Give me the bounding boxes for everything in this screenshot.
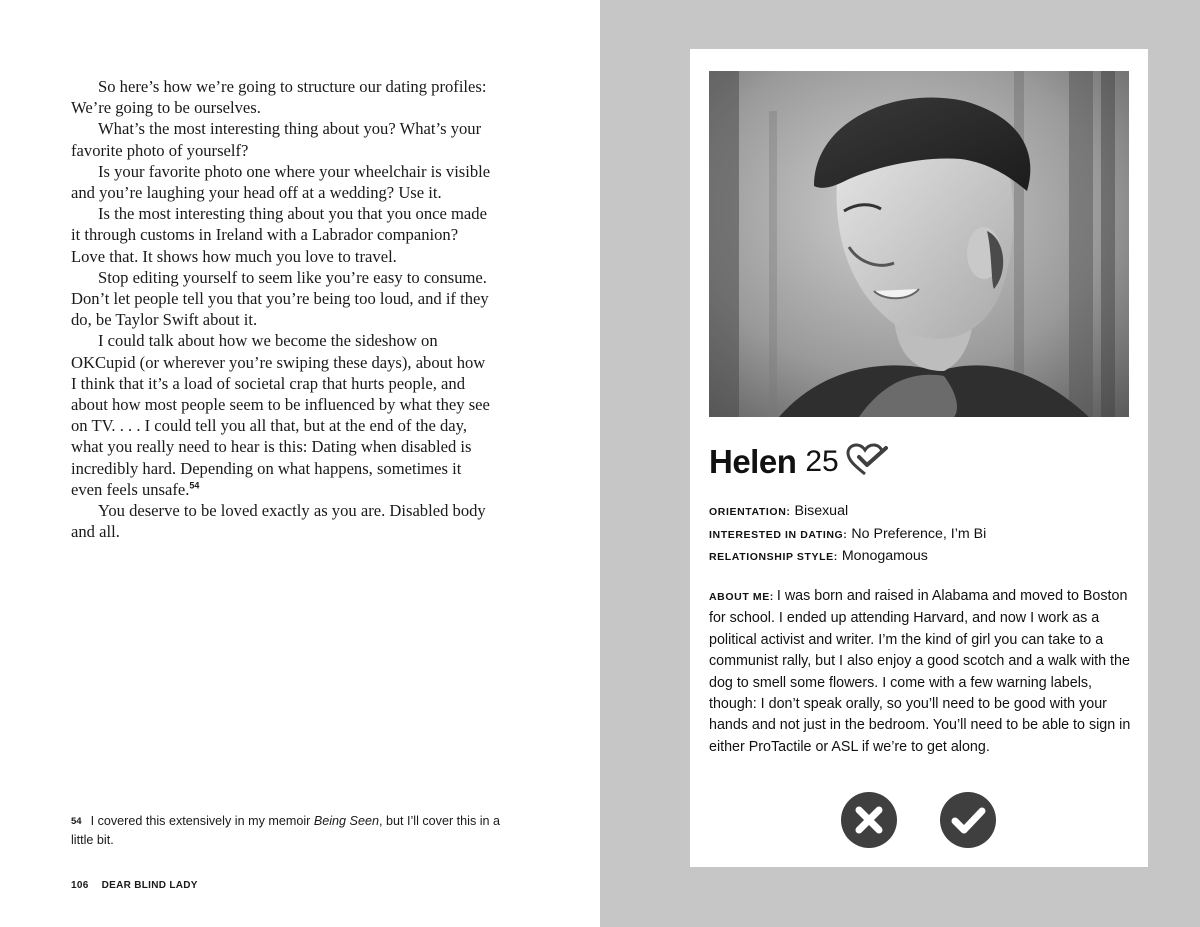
about-label: ABOUT ME: [709,591,774,603]
field-label: ORIENTATION: [709,506,791,518]
field-orientation [709,501,1129,524]
paragraph: Is your favorite photo one where your wheelchair is visible and you’re laughing your head off at a wedding? Use it. [71,161,491,203]
field-relationship-style [709,546,1129,569]
paragraph: What’s the most interesting thing about you? What’s your favorite photo of yourself? [71,119,482,160]
profile-age: 25 [805,445,839,478]
field-interested-in-dating [709,524,1129,547]
folio [71,880,198,891]
profile-fields [709,501,1129,569]
accept-button[interactable] [940,792,996,848]
about-me [709,586,1134,758]
paragraph: I could talk about how we become the sideshow on OKCupid (or wherever you’re swiping these days), about how I think that it’s a load of societal crap that hurts people, and about how most people seem to be influenced by what they see on TV. . . . I could tell you all that, but at the end of the day, what you really need to hear is this: Dating when disabled is incredibly hard. Depending on what happens, sometimes it even feels unsafe.$^{54}$ [71,331,490,499]
check-circle-icon [940,792,996,848]
page-number: 106 [71,880,89,891]
profile-photo [709,71,1129,417]
field-label: RELATIONSHIP STYLE: [709,551,838,563]
footnote-number: 54 [71,816,82,827]
body-text [71,76,491,542]
reject-button[interactable] [841,792,897,848]
footnote: 54 I covered this extensively in my memoir Being Seen, but I’ll cover this in a little bit. [71,814,501,847]
paragraph: You deserve to be loved exactly as you are. Disabled body and all. [71,501,486,542]
field-value: Bisexual [794,503,849,519]
footnote-marker[interactable]: 54 [189,480,200,491]
running-title: DEAR BLIND LADY [101,880,198,891]
field-value: No Preference, I’m Bi [851,525,987,542]
book-title: Being Seen [313,814,379,828]
field-value: Monogamous [841,548,928,564]
about-text: I was born and raised in Alabama and moved to Boston for school. I ended up attending Harvard, and now I work as a political activist and writer. I’m the kind of girl you can take to a communist rally, but I also enjoy a good scotch and a walk with the dog to smell some flowers. I come with a few warning labels, though: I don’t speak orally, so you’ll need to be good with your hands and not just in the bedroom. You’ll need to be able to sign in either ProTactile or ASL if we’re to get along. [709,588,1131,755]
paragraph: Stop editing yourself to seem like you’re easy to consume. Don’t let people tell you that you’re being too loud, and if they do, be Taylor Swift about it. [71,267,489,330]
profile-card [690,49,1148,867]
heart-check-icon [845,443,889,482]
profile-name: Helen [709,443,797,480]
paragraph: So here’s how we’re going to structure our dating profiles: We’re going to be ourselves. [71,77,487,118]
paragraph: Is the most interesting thing about you that you once made it through customs in Ireland with a Labrador companion? Love that. It shows how much you love to travel. [71,204,487,266]
name-row [709,442,889,482]
right-page [600,0,1200,927]
field-label: INTERESTED IN DATING: [709,528,848,541]
x-circle-icon [841,792,897,848]
